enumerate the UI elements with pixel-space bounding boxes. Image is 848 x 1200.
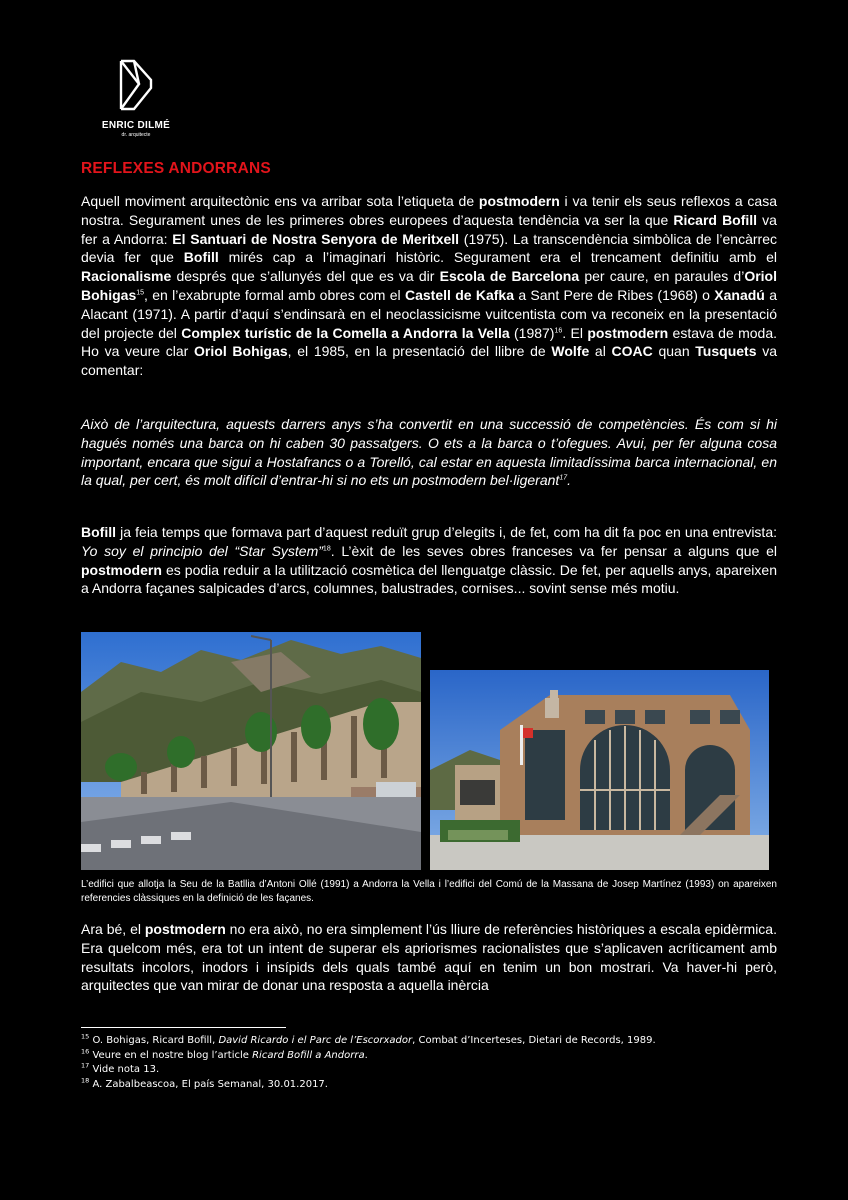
footnote-ref: 15 [136, 289, 145, 297]
architect-logo [96, 58, 176, 138]
bold-term: Complex turístic de la Comella a Andorra la Vella [181, 324, 510, 341]
footnote-18: $^{18}$ A. Zabalbeascoa, El país Semanal, 30.01.2017. [81, 1076, 328, 1090]
photo-comu-massana-building [430, 670, 769, 870]
footnote-ref: 17 [559, 474, 568, 482]
bold-term: Escola de Barcelona [439, 268, 580, 285]
quote-block: Això de l’arquitectura, aquests darrers anys s’ha convertit en una successió de competències. És com si hi hagués només una barca on hi caben 30 passatgers. O ets a la barca o t’ofegues. Avui, per fer alguna cosa important, encara que sigui a Hostafrancs o a Torelló, cal estar en aquesta limitadíssima barca internacional, en la qual, per cert, és molt difícil d’entrar-hi si no ets un postmodern bel·ligerant$^{17}$. [81, 416, 777, 489]
section-heading: REFLEXES ANDORRANS [81, 160, 271, 177]
logo-name: ENRIC DILMÉ [101, 120, 171, 131]
paragraph-1: Aquell moviment arquitectònic ens va arribar sota l’etiqueta de postmodern i va tenir els seus reflexos a casa nostra. Segurament unes de les primeres obres europees d’aquesta tendència va ser la que Ricard Bofill va fer a Andorra: El Santuari de Nostra Senyora de Meritxell (1975). La transcendència simbòlica de l’encàrrec devia fer que Bofill mirés cap a l’imaginari històric. Segurament era el trencament definitiu amb el Racionalisme després que s’allunyés del que es va dir Escola de Barcelona per caure, en paraules d’Oriol Bohigas$^{15}$, en l’exabrupte formal amb obres com el Castell de Kafka a Sant Pere de Ribes (1968) o Xanadú a Alacant (1971). A partir d’aquí s’endinsarà en el neoclassicisme vuitcentista com va reconeix en la presentació del projecte del Complex turístic de la Comella a Andorra la Vella $(1987)^{16}$. El postmodern estava de moda. Ho va veure clar Oriol Bohigas, el 1985, en la presentació del llibre de Wolfe al COAC quan Tusquets va comentar: [81, 193, 777, 379]
bold-term: Bofill [183, 249, 219, 266]
footnote-16: $^{16}$ Veure en el nostre blog l’article Ricard Bofill a Andorra. [81, 1047, 368, 1061]
logo-mark-icon [118, 58, 154, 112]
bold-term: Oriol Bohigas [194, 343, 288, 360]
bold-term: Racionalisme [81, 268, 172, 285]
footnotes [81, 1034, 777, 1092]
paragraph-3: Ara bé, el postmodern no era això, no era simplement l’ús lliure de referències històriques a escala epidèrmica. Era quelcom més, era tot un intent de superar els apriorismes racionalistes que s’aplicaven acríticament amb resultats incolors, inodors i insípids dels quals també aquí en tenim un bon mostrari. Va haver-hi però, arquitectes que van mirar de donar una resposta a aquella inèrcia [81, 921, 777, 994]
footnote-ref: 18 [322, 545, 331, 553]
bold-term: Wolfe [551, 343, 590, 360]
footnote-17: $^{17}$ Vide nota 13. [81, 1061, 160, 1075]
photo-batllia-building [81, 632, 421, 870]
bold-term: Bofill [81, 524, 116, 540]
footnote-15: $^{15}$ O. Bohigas, Ricard Bofill, David Ricardo i el Parc de l’Escorxador, Combat d’Incerteses, Dietari de Records, 1989. [81, 1032, 656, 1046]
footnote-separator [81, 1027, 286, 1028]
bold-term: postmodern [587, 324, 669, 341]
logo-subtitle: dr. arquitecte [121, 132, 151, 138]
photo-caption: L’edifici que allotja la Seu de la Batllia d’Antoni Ollé (1991) a Andorra la Vella i l’edifici del Comú de la Massana de Josep Martínez (1993) on apareixen referencies clàssiques en la definició de les façanes. [81, 879, 777, 904]
bold-term: Xanadú [714, 286, 765, 303]
bold-term: postmodern [144, 921, 226, 937]
bold-term: El Santuari de Nostra Senyora de Meritxell [172, 230, 460, 247]
paragraph-2: Bofill ja feia temps que formava part d’aquest reduït grup d’elegits i, de fet, com ha dit fa poc en una entrevista: Yo soy el principio del “Star System”$^{18}$. L’èxit de les seves obres franceses va fer pensar a alguns que el postmodern es podia reduir a la utilització cosmètica del llenguatge clàssic. De fet, per aquells anys, apareixen a Andorra façanes salpicades d’arcs, columnes, balustrades, cornises... sovint sense més motiu. [81, 524, 777, 597]
bold-term: postmodern [478, 193, 560, 209]
bold-term: COAC [611, 343, 653, 360]
bold-term: Tusquets [695, 343, 757, 360]
italic-quote: Yo soy el principio del “Star System” [81, 542, 323, 559]
bold-term: Castell de Kafka [404, 286, 514, 303]
bold-term: Ricard Bofill [673, 211, 758, 228]
bold-term: postmodern [81, 561, 162, 578]
bold-term: Oriol Bohigas [81, 268, 777, 303]
footnote-ref: 16 [554, 326, 563, 334]
